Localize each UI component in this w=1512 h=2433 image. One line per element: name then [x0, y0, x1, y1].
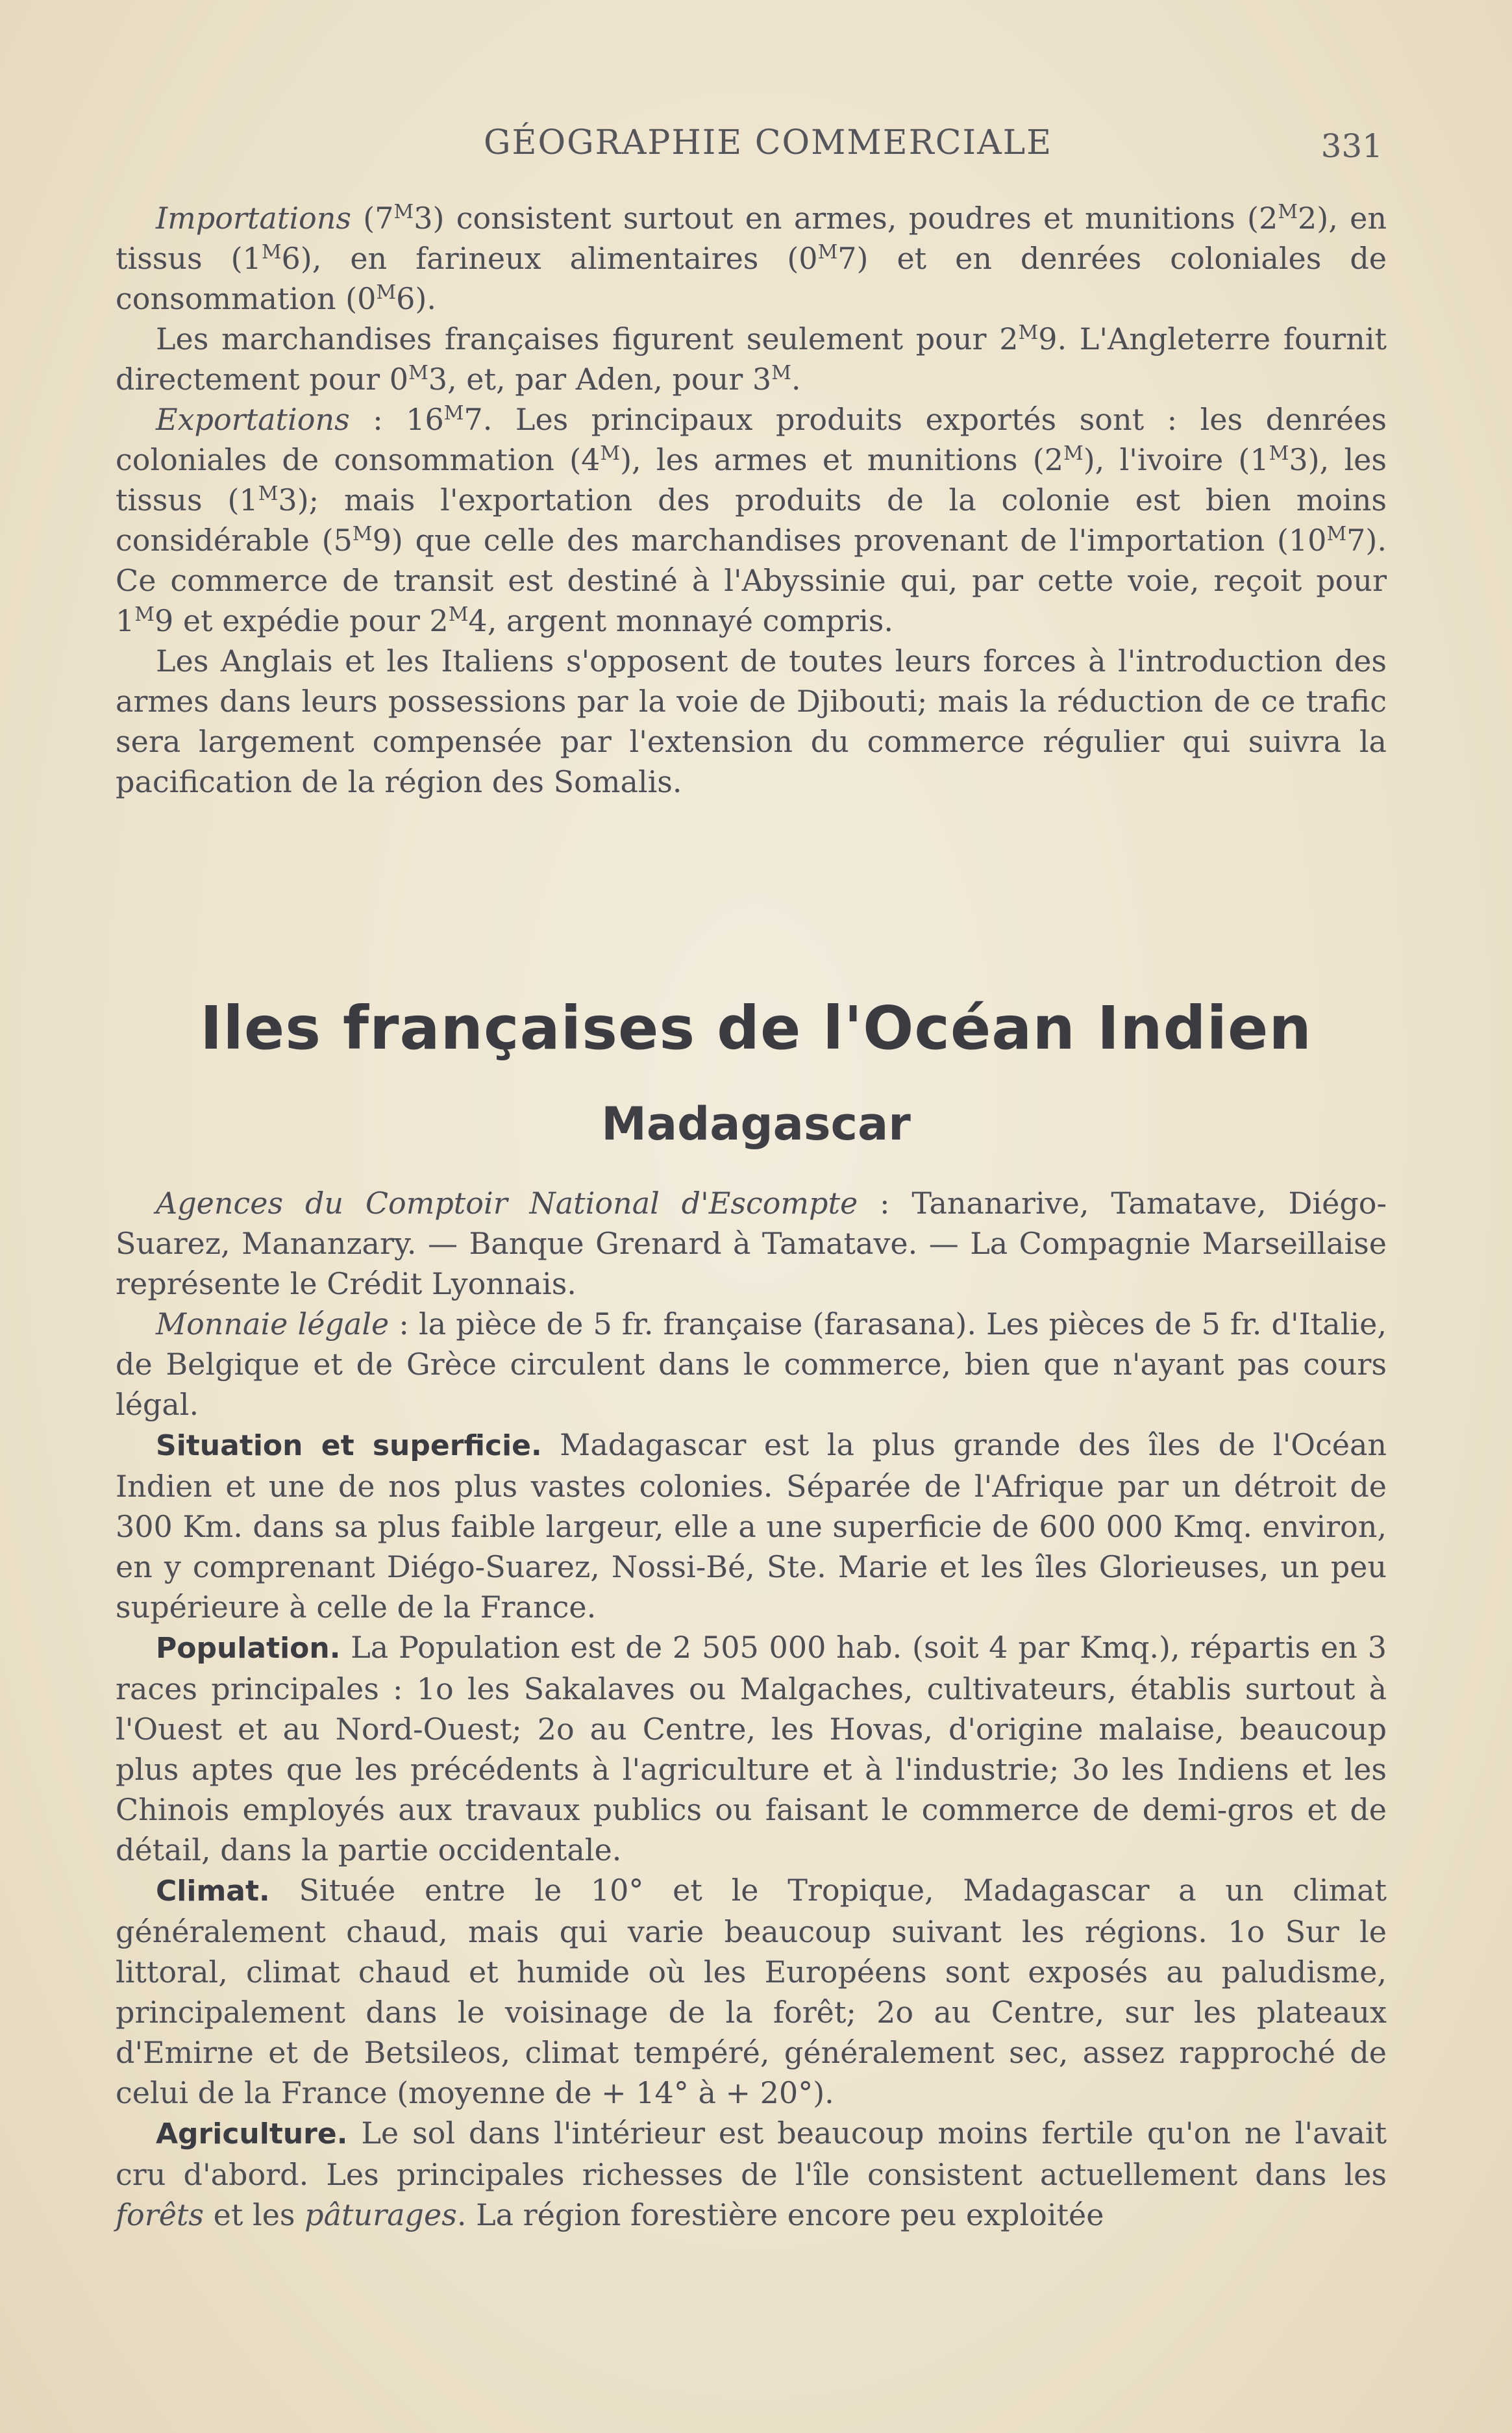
paragraph-french-goods: Les marchandises françaises figurent seulement pour $2^M9$. L'Angleterre fournit directement pour $0^M3$, et, par Aden, pour $3^M$.	[116, 321, 1387, 397]
madagascar-section	[116, 1183, 1387, 2235]
page-number: 331	[1320, 127, 1383, 165]
importations-label: Importations	[156, 201, 351, 236]
paturages-term: pâturages	[304, 2197, 457, 2232]
paragraph-agencies: Agences du Comptoir National d'Escompte : Tananarive, Tamatave, Diégo-Suarez, Mananzary. — Banque Grenard à Tamatave. — La Compagnie Marseillaise représente le Crédit Lyonnais.	[116, 1186, 1387, 1301]
djibouti-trade-section	[116, 198, 1387, 802]
paragraph-exportations: Exportations : $16^M7$. Les principaux produits exportés sont : les denrées coloniales de consommation $(4^M)$, les armes et munitions $(2^M)$, l'ivoire $(1^M3)$, les tissus $(1^M3)$; mais l'exportation des produits de la colonie est bien moins considérable $(5^M9)$ que celle des marchandises provenant de l'importation $(10^M7)$. Ce commerce de transit est destiné à l'Abyssinie qui, par cette voie, reçoit pour $1^M9$ et expédie pour $2^M4$, argent monnayé compris.	[116, 402, 1387, 638]
paragraph-anglais-italiens: Les Anglais et les Italiens s'opposent de toutes leurs forces à l'introduction des armes dans leurs possessions par la voie de Djibouti; mais la réduction de ce trafic sera largement compensée par l'extension du commerce régulier qui suivra la pacification de la région des Somalis.	[116, 643, 1387, 799]
agriculture-heading: Agriculture.	[156, 2117, 348, 2151]
population-heading: Population.	[156, 1632, 341, 1665]
section-title: Iles françaises de l'Océan Indien	[200, 993, 1312, 1063]
situation-heading: Situation et superficie.	[156, 1429, 542, 1462]
exportations-label: Exportations	[156, 402, 350, 437]
climate-heading: Climat.	[156, 1875, 270, 1908]
subsection-title: Madagascar	[601, 1097, 911, 1151]
currency-label: Monnaie légale	[156, 1306, 390, 1341]
paragraph-agriculture: Agriculture. Le sol dans l'intérieur est beaucoup moins fertile qu'on ne l'avait cru d'abord. Les principales richesses de l'île consistent actuellement dans les forêts et les pâturages. La région forestière encore peu exploitée	[116, 2115, 1387, 2232]
paragraph-climate: Climat. Située entre le 10° et le Tropique, Madagascar a un climat généralement chaud, mais qui varie beaucoup suivant les régions. 1o Sur le littoral, climat chaud et humide où les Européens sont exposés au paludisme, principalement dans le voisinage de la forêt; 2o au Centre, sur les plateaux d'Emirne et de Betsileos, climat tempéré, généralement sec, assez rapproché de celui de la France (moyenne de + 14° à + 20°).	[116, 1873, 1387, 2110]
agencies-label: Agences du Comptoir National d'Escompte	[156, 1186, 858, 1221]
paragraph-currency: Monnaie légale : la pièce de 5 fr. française (farasana). Les pièces de 5 fr. d'Italie, de Belgique et de Grèce circulent dans le commerce, bien que n'ayant pas cours légal.	[116, 1306, 1387, 1422]
paragraph-situation: Situation et superficie. Madagascar est la plus grande des îles de l'Océan Indien et une de nos plus vastes colonies. Séparée de l'Afrique par un détroit de 300 Km. dans sa plus faible largeur, elle a une superficie de 600 000 Kmq. environ, en y comprenant Diégo-Suarez, Nossi-Bé, Ste. Marie et les îles Glorieuses, un peu supérieure à celle de la France.	[116, 1427, 1387, 1625]
running-title: GÉOGRAPHIE COMMERCIALE	[484, 123, 1053, 162]
paragraph-importations: Importations $(7^M3)$ consistent surtout en armes, poudres et munitions $(2^M2)$, en tissus $(1^M6)$, en farineux alimentaires $(0^M7)$ et en denrées coloniales de consommation $(0^M6)$.	[116, 201, 1387, 316]
forets-term: forêts	[116, 2197, 204, 2232]
paragraph-population: Population. La Population est de 2 505 000 hab. (soit 4 par Kmq.), répartis en 3 races principales : 1o les Sakalaves ou Malgaches, cultivateurs, établis surtout à l'Ouest et au Nord-Ouest; 2o au Centre, les Hovas, d'origine malaise, beaucoup plus aptes que les précédents à l'agriculture et à l'industrie; 3o les Indiens et les Chinois employés aux travaux publics ou faisant le commerce de demi-gros et de détail, dans la partie occidentale.	[116, 1630, 1387, 1867]
page-header	[117, 123, 1383, 169]
